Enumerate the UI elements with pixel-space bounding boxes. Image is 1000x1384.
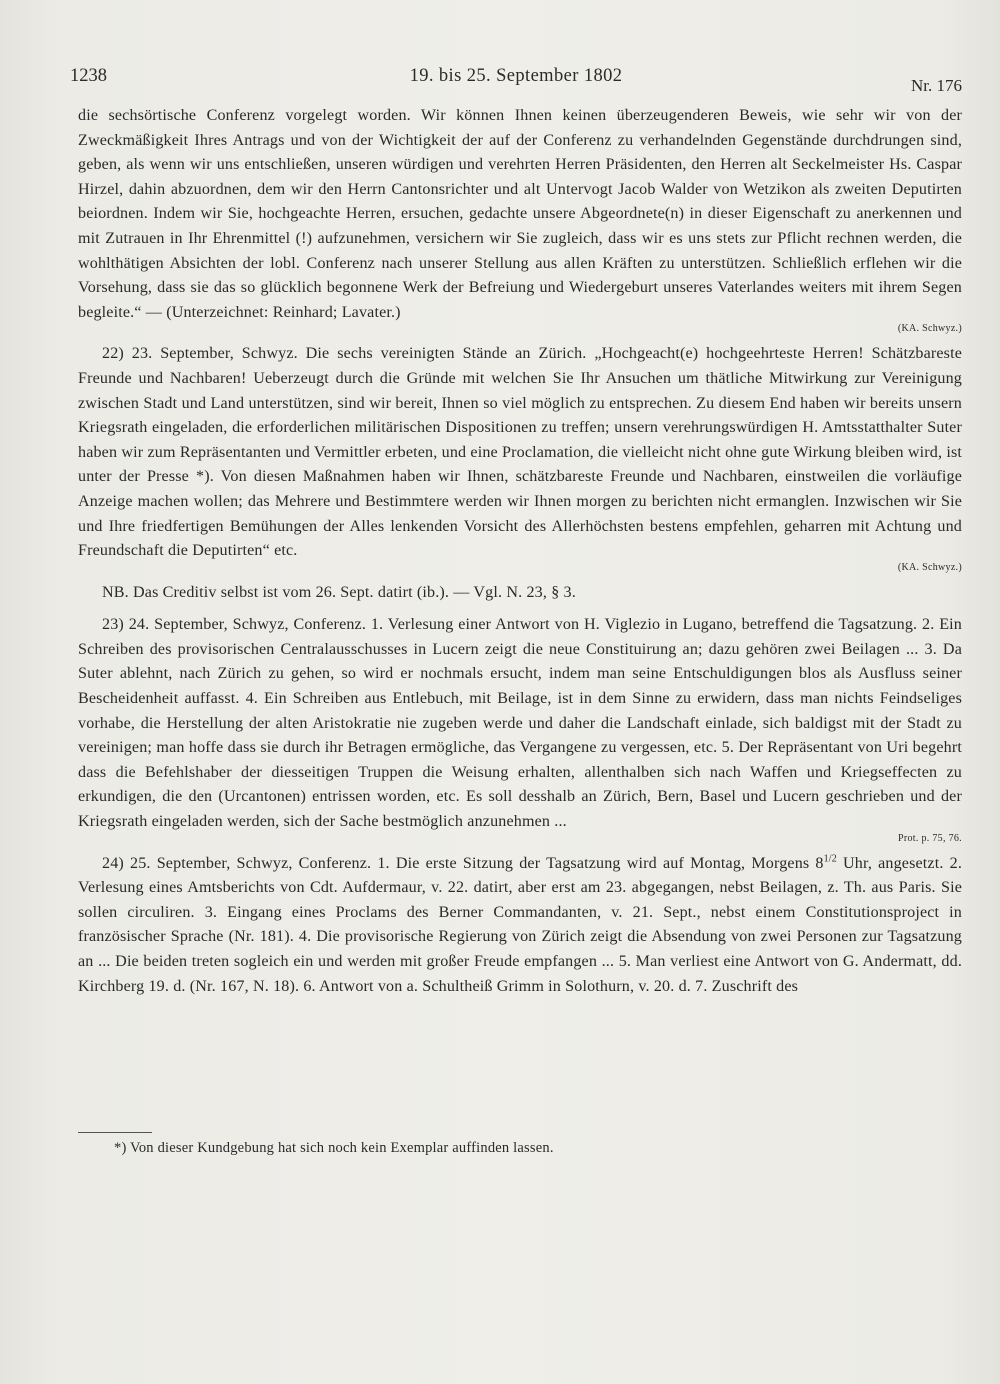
page-number: 1238 <box>70 66 107 86</box>
footnote: *) Von dieser Kundgebung hat sich noch kein Exemplar auffinden lassen. <box>114 1140 554 1156</box>
fraction-half: 1/2 <box>823 853 837 865</box>
footnote-divider <box>78 1132 152 1133</box>
paragraph-24-part2: Uhr, angesetzt. 2. Verlesung eines Amtsberichts von Cdt. Aufdermaur, v. 22. datirt, aber erst am 23. abgegangen, nebst Beilagen, z. Th. aus Paris. Sie sollen circuliren. 3. Eingang eines Proclams des Berner Commandanten, v. 21. Sept., nebst einem Constitutionsproject in französischer Sprache (Nr. 181). 4. Die provisorische Regierung von Zürich zeigt die Absendung von zwei Personen zur Tagsatzung an ... Die beiden treten sogleich ein und werden mit großer Freude empfangen ... 5. Man verliest eine Antwort von G. Andermatt, dd. Kirchberg 19. d. (Nr. 167, N. 18). 6. Antwort von a. Schultheiß Grimm in Solothurn, v. 20. d. 7. Zuschrift des <box>78 854 963 995</box>
running-title: 19. bis 25. September 1802 <box>409 66 623 86</box>
document-number: Nr. 176 <box>911 76 962 95</box>
page-header <box>70 66 962 96</box>
paragraph-nb: NB. Das Creditiv selbst ist vom 26. Sept. datirt (ib.). — Vgl. N. 23, § 3. <box>102 583 576 601</box>
source-note-23: Prot. p. 75, 76. <box>898 832 962 844</box>
source-note-intro: (KA. Schwyz.) <box>897 323 962 335</box>
paragraph-23: 23) 24. September, Schwyz, Conferenz. 1. Verlesung einer Antwort von H. Viglezio in Lugano, betreffend die Tagsatzung. 2. Ein Schreiben des provisorischen Centralausschusses in Lucern zeigt die neue Constituirung an; dazu gehören zwei Beilagen ... 3. Da Suter ablehnt, nach Zürich zu gehen, so wird er nochmals ersucht, indem man seine Entschuldigungen blos als Ausfluss seiner Bescheidenheit auffasst. 4. Ein Schreiben aus Entlebuch, mit Beilage, ist in dem Sinne zu erwidern, dass man nichts Feindseliges vorhabe, die Herstellung der alten Aristokratie nie zugeben werde und daher die Landschaft einlade, sich baldigst mit der Stadt zu vereinigen; man hoffe dass sie durch ihr Betragen ermögliche, das Vergangene zu vergessen, etc. 5. Der Repräsentant von Uri begehrt dass die Befehlshaber der diesseitigen Truppen die Weisung erhalten, allenthalben sich nach Waffen und Kriegseffecten zu erkundigen, die den (Urcantonen) entrissen worden, etc. Es soll desshalb an Zürich, Bern, Basel und Lucern geschrieben und der Kriegsrath eingeladen werden, sich der Sache bestmöglich anzunehmen ... <box>78 616 962 831</box>
paragraph-22: 22) 23. September, Schwyz. Die sechs vereinigten Stände an Zürich. „Hochgeacht(e) hochgeehrteste Herren! Schätzbareste Freunde und Nachbaren! Ueberzeugt durch die Gründe mit welchen Sie Ihr Ansuchen um thätliche Mitwirkung zur Vereinigung zwischen Stadt und Land unterstützen, sind wir bereit, Ihnen so viel möglich zu entsprechen. Zu diesem End haben wir bereits unsern Kriegsrath eingeladen, die erforderlichen militärischen Dispositionen zu treffen; unsern verehrungswürdigen H. Amtsstatthalter Suter haben wir zum Repräsentanten und Vermittler erbeten, und eine Proclamation, die vielleicht nicht ohne gute Wirkung bleiben wird, ist unter der Presse *). Von diesen Maßnahmen haben wir Ihnen, schätzbareste Freunde und Nachbaren, einstweilen die vorläufige Anzeige machen wollen; das Mehrere und Bestimmtere werden wir Ihnen morgen zu berichten nicht ermanglen. Inzwischen wir Sie und Ihre friedfertigen Bemühungen der Alles lenkenden Vorsicht des Allerhöchsten bestens empfehlen, geharren mit Achtung und Freundschaft die Deputirten“ etc. <box>78 345 962 560</box>
paragraph-24 <box>78 852 962 1000</box>
paragraph-intro: die sechsörtische Conferenz vorgelegt worden. Wir können Ihnen keinen überzeugenderen Beweis, wie sehr wir von der Zweckmäßigkeit Ihres Antrags und von der Wichtigkeit der auf der Conferenz zu verhandelnden Gegenstände durchdrungen sind, geben, als wenn wir uns entschließen, unseren würdigen und verehrten Herren Präsidenten, den Herren alt Seckelmeister Hs. Caspar Hirzel, dahin abzuordnen, dem wir den Herrn Cantonsrichter und alt Untervogt Jacob Walder von Wetzikon als zweiten Deputirten beiordnen. Indem wir Sie, hochgeachte Herren, ersuchen, gedachte unsere Abgeordnete(n) in dieser Eigenschaft zu anerkennen und mit Zutrauen in Ihr Ehrenmittel (!) aufzunehmen, versichern wir Sie zugleich, dass wir es uns stets zur Pflicht rechnen werden, die wohlthätigen Absichten der lobl. Conferenz nach unserer Stellung aus allen Kräften zu unterstützen. Schließlich erflehen wir die Vorsehung, dass sie das so glücklich begonnene Werk der Befreiung und Wiedergeburt unseres Vaterlandes weiters mit ihrem Segen begleite.“ — (Unterzeichnet: Reinhard; Lavater.) <box>78 107 962 321</box>
page-body <box>78 104 962 999</box>
source-note-22: (KA. Schwyz.) <box>897 561 962 573</box>
paragraph-24-part1: 24) 25. September, Schwyz, Conferenz. 1. Die erste Sitzung der Tagsatzung wird auf Montag, Morgens 8 <box>102 854 824 872</box>
